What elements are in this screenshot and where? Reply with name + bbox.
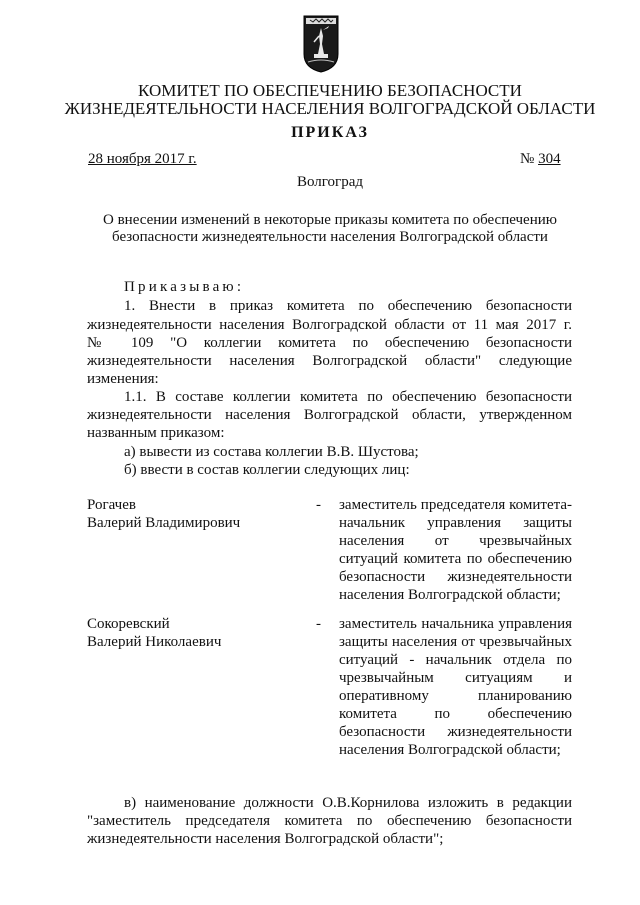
member1-dash: -: [316, 497, 321, 513]
member2-name: Валерий Николаевич: [87, 634, 222, 650]
member2-dash: -: [316, 616, 321, 632]
member1-name: Валерий Владимирович: [87, 515, 241, 531]
member2-position-line3: ситуаций - начальник отдела по: [339, 652, 572, 668]
paragraph1-line4: жизнедеятельности населения Волгоградской области" следующие: [87, 353, 572, 369]
paragraph11-line3: названным приказом:: [87, 425, 225, 441]
paragraph1-line3: № 109 "О коллегии комитета по обеспечению безопасности: [87, 335, 572, 351]
volgograd-coat-of-arms-icon: [302, 14, 340, 74]
org-name-line1: КОМИТЕТ ПО ОБЕСПЕЧЕНИЮ БЕЗОПАСНОСТИ: [138, 81, 522, 100]
subject-line1: О внесении изменений в некоторые приказы комитета по обеспечению: [103, 212, 557, 228]
member2-position-line7: безопасности жизнедеятельности: [339, 724, 572, 740]
member1-position-line5: безопасности жизнедеятельности: [339, 569, 572, 585]
member2-position-line6: комитета по обеспечению: [339, 706, 572, 722]
member2-position-line2: защиты населения от чрезвычайных: [339, 634, 572, 650]
member1-position-line4: ситуаций комитета по обеспечению: [339, 551, 572, 567]
member2-surname: Сокоревский: [87, 616, 170, 632]
document-type-title: ПРИКАЗ: [291, 124, 369, 141]
number-value: 304: [538, 151, 561, 167]
closing-line3: жизнедеятельности населения Волгоградской области";: [87, 831, 444, 847]
member1-position-line6: населения Волгоградской области;: [339, 587, 561, 603]
member2-position-line5: оперативному планированию: [339, 688, 572, 704]
member1-position-line2: начальник управления защиты: [339, 515, 572, 531]
paragraph1-line2: жизнедеятельности населения Волгоградской области от 11 мая 2017 г.: [87, 317, 572, 333]
paragraph11-line1: 1.1. В составе коллегии комитета по обеспечению безопасности: [124, 389, 572, 405]
paragraph11-line2: жизнедеятельности населения Волгоградской области, утвержденном: [87, 407, 572, 423]
number-sign: №: [520, 151, 535, 167]
member1-position-line3: населения от чрезвычайных: [339, 533, 572, 549]
member1-surname: Рогачев: [87, 497, 136, 513]
document-number: [520, 150, 561, 169]
member2-position-line1: заместитель начальника управления: [339, 616, 572, 632]
member2-position-line4: чрезвычайным ситуациям и: [339, 670, 572, 686]
city-name: Волгоград: [296, 174, 363, 190]
member1-position-line1: заместитель председателя комитета-: [339, 497, 572, 513]
closing-line2: "заместитель председателя комитета по обеспечению безопасности: [87, 813, 572, 829]
org-name-line2: ЖИЗНЕДЕЯТЕЛЬНОСТИ НАСЕЛЕНИЯ ВОЛГОГРАДСКОЙ ОБЛАСТИ: [64, 99, 596, 118]
subject-line2: безопасности жизнедеятельности населения Волгоградской области: [112, 229, 548, 245]
paragraph1-line5: изменения:: [87, 371, 159, 387]
order-word: Приказываю:: [124, 279, 245, 295]
paragraph1-line1: 1. Внести в приказ комитета по обеспечению безопасности: [124, 298, 572, 314]
item-b: б) ввести в состав коллегии следующих лиц:: [124, 462, 410, 478]
document-date: 28 ноября 2017 г.: [88, 151, 197, 167]
closing-line1: в) наименование должности О.В.Корнилова изложить в редакции: [124, 795, 572, 811]
member2-position-line8: населения Волгоградской области;: [339, 742, 561, 758]
item-a: а) вывести из состава коллегии В.В. Шустова;: [124, 444, 419, 460]
